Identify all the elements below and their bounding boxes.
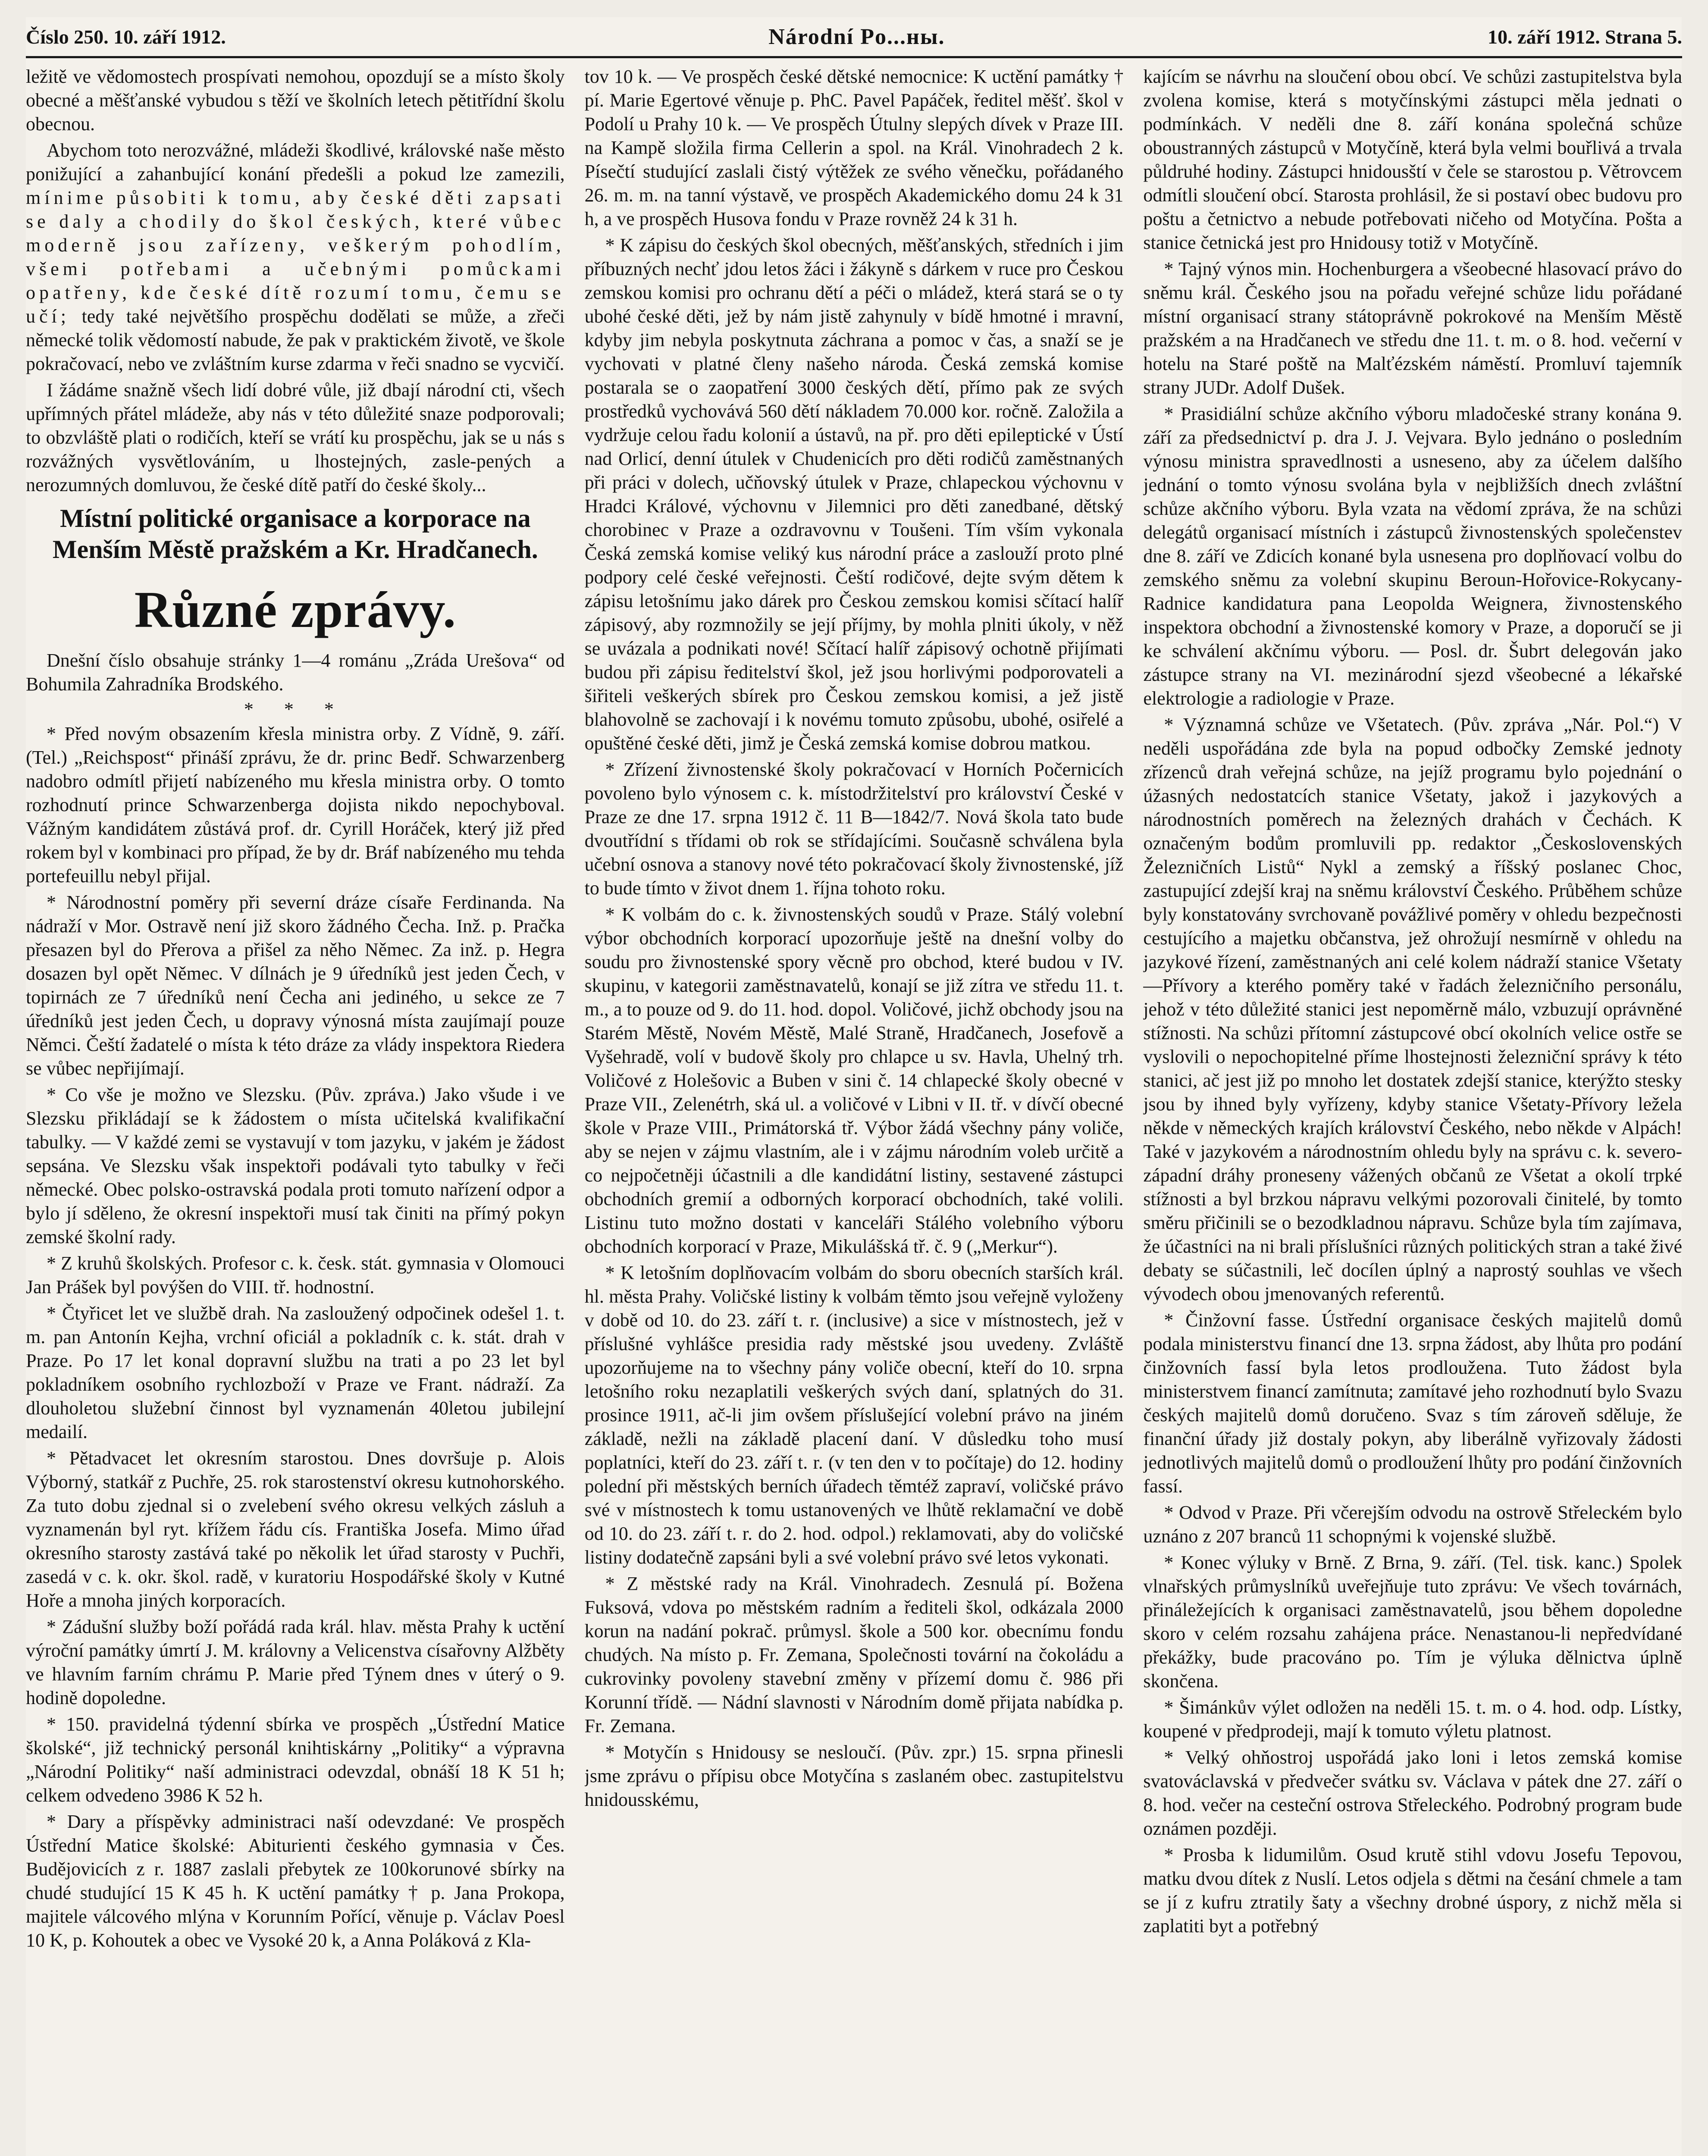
notice-signature: Místní politické organisace a korporace na Menším Městě pražském a Kr. Hradčanech.: [52, 504, 538, 564]
paragraph: Dnešní číslo obsahuje stránky 1—4 románu „Zráda Urešova“ od Bohumila Zahradníka Brodského.: [26, 650, 565, 695]
news-item: * Zřízení živnostenské školy pokračovací v Horních Počernicích povoleno bylo výnosem c. k. místodržitelství pro království České v Praze ze dne 17. srpna 1912 č. 11 B—1842/7. Nová škola tato bude dvoutřídní s třídami ob rok se střídajícími. Současně schválena byla učební osnova a stanovy nové této pokračovací školy živnostenské, jíž to bude tímto v život dnem 1. října tohoto roku.: [584, 759, 1124, 899]
column-1: [26, 65, 565, 2156]
issue-info: Číslo 250. 10. září 1912.: [26, 25, 226, 48]
news-item: * Odvod v Praze. Při včerejším odvodu na ostrově Střeleckém bylo uznáno z 207 branců 11 schopnými k vojenské službě.: [1143, 1502, 1682, 1547]
news-item: * Z městské rady na Král. Vinohradech. Zesnulá pí. Božena Fuksová, vdova po městském radním a řediteli škol, odkázala 2000 korun na nadání pokrač. průmysl. škole a 500 kor. obecnímu fondu chudých. Na místo p. Fr. Zemana, Společnosti tovární na čokoládu a cukrovinky povoleny stavební změny v přízemí domu č. 986 při Korunní třídě. — Nádní slavnosti v Národním domě přijata nabídka p. Fr. Zemana.: [584, 1573, 1124, 1736]
paragraph: Abychom toto nerozvážné, mládeži škodlivé, královské naše město ponižující a zahanbující konání předešli a pokud lze zamezili, mínime působiti k tomu, aby české děti zapsati se daly a chodily do škol českých, které vůbec moderně jsou zařízeny, veškerým pohodlím, všemi potřebami a učebnými pomůckami opatřeny, kde české dítě rozumí tomu, čemu se učí; tedy také největšího prospěchu dodělati se může, a zřeči německé tolik vědomostí nabude, že pak v praktickém životě, ve škole pokračovací, nebo ve zvláštním kurse zdarma v řeči snadno se vycvičí.: [26, 140, 565, 374]
paragraph: kajícím se návrhu na sloučení obou obcí. Ve schůzi zastupitelstva byla zvolena komise, která s motyčínskými zástupci měla jednati o podmínkách. V neděli dne 8. září konána společná schůze oboustranných zástupců v Motyčíně, která byla velmi bouřlivá a trvala půldruhé hodiny. Zástupci hnidousští v čele se starostou p. Větrovcem odmítli sloučení obcí. Starosta prohlásil, že si postaví obec budovu pro poštu a četnictvo a nebude potřebovati ničeho od Motyčína. Pošta a stanice četnická jest pro Hnidousy totiž v Motyčíně.: [1143, 66, 1682, 253]
news-item: * K zápisu do českých škol obecných, měšťanských, středních i jim příbuzných nechť jdou letos žáci i žákyně s dárkem v ruce pro Českou zemskou komisi pro ochranu dětí a péči o mládež, která stará se o ty ubohé české děti, jež by nám jistě zahynuly v bídě hmotné i mravní, kdyby jim nebyla poskytnuta záchrana a pomoc v čas, a snaží se je vychovati v platné členy našeho národa. Česká zemská komise postarala se o zaopatření 3000 českých dětí, přímo pak ze svých prostředků vychovává 560 dětí nákladem 70.000 kor. ročně. Založila a vydržuje celou řadu kolonií a ústavů, na př. pro děti epileptické v Ústí nad Orlicí, denní útulek v Chudenicích pro děti rodičů zaměstnaných při práci v dolech, učňovský útulek v Praze, chlapeckou výchovnu v Hradci Králové, výchovnu v Jilemnici pro děti zanedbané, dětský chorobinec v Praze a ozdravovnu v Toušeni. Tím vším vykonala Česká zemská komise veliký kus národní práce a zaslouží proto plné podpory celé české veřejnosti. Čeští rodičové, dejte svým dětem k zápisu letošnímu jako dárek pro Českou zemskou komisi sčítací halíř zápisový, aby rozmnožily se její příjmy, by mohla plniti úkoly, v něž se uvázala a podnikati nové! Sčítací halíř zápisový ochotně přijímati budou při zápisu ředitelství škol, jež jsou horlivými podporovateli a šiřiteli veškerých sbírek pro Českou zemskou komisi, a jež jistě blahovolně se zachovají i k novému tomuto způsobu, ubohé, osiřelé a opuštěné české děti, jimž je Česká zemská komise dobrou matkou.: [584, 235, 1124, 754]
news-item: * Před novým obsazením křesla ministra orby. Z Vídně, 9. září. (Tel.) „Reichspost“ přináší zprávu, že dr. princ Bedř. Schwarzenberg nadobro odmítl přijetí nabízeného mu křesla ministra orby. O tomto rozhodnutí prince Schwarzenberga dojista nikdo nepochyboval. Vážným kandidátem zůstává prof. dr. Cyrill Horáček, který již před rokem byl v kombinaci pro případ, že by dr. Bráf nabízeného mu tehda portefeuillu nebyl přijal.: [26, 723, 565, 887]
news-item: * Konec výluky v Brně. Z Brna, 9. září. (Tel. tisk. kanc.) Spolek vlnařských průmyslníků uveřejňuje tuto zprávu: Ve všech továrnách, přináležejících k organisaci zaměstnavatelů, jsou během dopoledne skoro v celém rozsahu zahájena práce. Nenastanou-li nepředvídané překážky, bude pracováno po. Tím je výluka dělnictva úplně skončena.: [1143, 1552, 1682, 1692]
masthead: Národní Po...ны.: [768, 24, 945, 49]
news-item: * Prosba k lidumilům. Osud krutě stihl vdovu Josefu Tepovou, matku dvou dítek z Nuslí. Letos odjela s dětmi na česání chmele a tam se jí z kufru ztratily šaty a všechny drobné úspory, z nichž měla si zaplatiti byt a potřebný: [1143, 1844, 1682, 1937]
column-2: [585, 65, 1124, 2156]
news-item: * Národnostní poměry při severní dráze císaře Ferdinanda. Na nádraží v Mor. Ostravě není již skoro žádného Čecha. Inž. p. Pračka přesazen byl do Přerova a přišel za něho Němec. Za inž. p. Hegra dosazen byl opět Němec. V dílnách je 9 úředníků jest jeden Čech, v topirnách ze 7 úředníků není Čecha ani jediného, u sekce ze 7 úředníků jest jeden Čech, u dopravy výnosná místa zaujímají pouze Němci. Čeští žadatelé o místa k této dráze za vlády inspektora Riedera se vůbec nepřijímají.: [26, 892, 565, 1079]
section-title: Různé zprávy.: [134, 581, 456, 638]
news-item: * Pětadvacet let okresním starostou. Dnes dovršuje p. Alois Výborný, statkář z Puchře, 25. rok starostenství okresu kutnohorského. Za tuto dobu zjednal si o zvelebení svého okresu velkých zásluh a vyznamenán byl ryt. křížem řádu cís. Františka Josefa. Mimo úřad okresního starosty zastává také po několik let úřad starosty v Puchři, zasedá v c. k. okr. škol. radě, v kuratoriu Hospodářské školy v Kutné Hoře a mnoha jiných korporacích.: [26, 1448, 565, 1611]
page-header: [26, 17, 1682, 56]
news-item: * Motyčín s Hnidousy se nesloučí. (Pův. zpr.) 15. srpna přinesli jsme zprávu o přípisu obce Motyčína s zaslaném obec. zastupitelstvu hnidousskému,: [584, 1742, 1124, 1810]
header-rule: [26, 56, 1682, 58]
paragraph: tov 10 k. — Ve prospěch české dětské nemocnice: K uctění památky † pí. Marie Egertové věnuje p. PhC. Pavel Papáček, ředitel měšť. škol v Podolí u Prahy 10 k. — Ve prospěch Útulny slepých dívek v Praze III. na Kampě složila firma Cellerin a spol. na Král. Vinohradech 2 k. Písečtí studující zaslali čistý výtěžek ze svého věnečku, pořádaného 26. m. m. na tanní výstavě, ve prospěch Akademického domu 24 k 31 h, a ve prospěch Husova fondu v Praze rovněž 24 k 31 h.: [584, 66, 1124, 229]
news-item: * K volbám do c. k. živnostenských soudů v Praze. Stálý volební výbor obchodních korporací upozorňuje ještě na dnešní volby do soudu pro živnostenské spory věcně pro obchod, které budou v IV. skupinu, v kategorii zaměstnavatelů, konají se již zítra ve středu 11. t. m., a to pouze od 9. do 11. hod. dopol. Voličové, jichž obchody jsou na Starém Městě, Novém Městě, Malé Straně, Hradčanech, Josefově a Vyšehradě, volí v budově školy pro chlapce u sv. Havla, Uhelný trh. Voličové z Holešovic a Buben v sini č. 14 chlapecké školy obecné v Praze VII., Zelenétrh, ská ul. a voličové v Libni v II. tř. v dívčí obecné škole v Praze VIII., Primátorská tř. Výbor žádá všechny pány voliče, aby se nejen v zájmu vlastním, ale i v zájmu národním voleb určitě a co nejpočetněji účastnili a dle kandidátní listiny, sestavené zástupci obchodních gremií a odborných korporací obchodních, také volili. Listinu tuto možno dostati v kanceláři Stálého volebního výboru obchodních korporací v Praze, Mikulášská tř. č. 9 („Merkur“).: [584, 904, 1124, 1257]
news-item: * Co vše je možno ve Slezsku. (Pův. zpráva.) Jako všude i ve Slezsku přikládají se k žádostem o místa učitelská kvalifikační tabulky. — V každé zemi se vystavují v tom jazyku, v jakém je žádost sepsána. Ve Slezsku však inspektoři podávali tyto tabulky v řeči německé. Obec polsko-ostravská podala proti tomuto nařízení odpor a bylo jí sděleno, že okresní inspektoři musí tak činiti na přímý pokyn zemské školní rady.: [26, 1084, 565, 1247]
news-item: * Významná schůze ve Všetatech. (Pův. zpráva „Nár. Pol.“) V neděli uspořádána zde byla na popud odbočky Zemské jednoty zřízenců drah veřejná schůze, na jejíž programu bylo pojednání o úžasných nedostatcích stanice Všetaty, jakož i jazykových a národnostních poměrech na železných drahách v Čechách. K označeným bodům promluvili pp. redaktor „Československých Železničních Listů“ Nykl a zemský a říšský poslanec Choc, zastupující zdejší kraj na sněmu království Českého. Průběhem schůze byly konstatovány svrchovaně povážlivé poměry v ohledu bezpečnosti cestujícího a majetku občanstva, jež ohrožují nesmírně v ohledu na jazykové řízení, zaměstnaných ani celé kolem nádraží stanice Všetaty—Přívory a kterého poměry také v řadách železničního personálu, jehož v této důležité stanici jest nepoměrně málo, vzbuzují oprávněné stížnosti. Na schůzi přítomní zástupcové obcí okolních velice ostře se vyslovili o nepochopitelné příme lhostejnosti železniční správy k této stanici, ač jest již po mnoho let dostatek zdejší stanice, kterýžto stesky jsou by ihned byly vyřízeny, kdyby stanice Všetaty-Přívory ležela někde v německých krajích království Českého, nebo někde v Alpách! Také v jazykovém a národnostním ohledu byly na správu c. k. severo-západní dráhy proneseny vážených občanů ze Všetat a okolí trpké stížnosti a byl brzkou nápravu velkými pozorovali činitelé, by tomto směru přičinili se o bezodkladnou nápravu. Schůze byla tím zajímava, že účastníci na ni brali příslušníci různých politických stran a také živé debaty se súčastnili, leč docílen úplný a naprostý souhlas ve všech vývodech obou jmenovaných referentů.: [1143, 714, 1682, 1304]
news-item: * Prasidiální schůze akčního výboru mladočeské strany konána 9. září za předsednictví p. dra J. J. Vejvara. Bylo jednáno o posledním výnosu ministra spravedlnosti a usneseno, aby za účelem dalšího jednání o tomto výnosu svolána byla v nejbližších dnech zvláštní schůze akčního výboru. Byla vzata na vědomí zpráva, že na schůzi delegátů organisací místních i zástupců živnostenských společenstev dne 8. září ve Zdicích konané byla usnesena pro doplňovací volbu do zemského sněmu za volební skupinu Beroun-Hořovice-Rokycany-Radnice kandidatura pana Leopolda Weignera, živnostenského inspektora obchodní a živnostenské komory v Praze, a doporučí se ji ke schválení akčnímu výboru. — Posl. dr. Šubrt delegován jako zástupce strany na VI. mezinárodní sjezd všeobecné a lékařské elektrologie a radiologie v Praze.: [1143, 403, 1682, 709]
separator-stars: * * *: [244, 699, 347, 720]
news-item: * Tajný výnos min. Hochenburgera a všeobecné hlasovací právo do sněmu král. Českého jsou na pořadu veřejné schůze lidu pořádané místní organisací strany státoprávně pokrokové na Menším Městě pražském a na Hradčanech ve středu dne 11. t. m. o 8. hod. večerní v hotelu na Staré poště na Malťézském náměstí. Promluví tajemník strany JUDr. Adolf Dušek.: [1143, 258, 1682, 398]
news-item: * Šimánkův výlet odložen na neděli 15. t. m. o 4. hod. odp. Lístky, koupené v předprodeji, mají k tomuto výletu platnost.: [1143, 1697, 1682, 1742]
paragraph: ležitě ve vědomostech prospívati nemohou, opozdují se a místo školy obecné a měšťanské vybudou s těží ve školních letech pětitřídní školu obecnou.: [26, 66, 565, 135]
news-item: * Dary a příspěvky administraci naší odevzdané: Ve prospěch Ústřední Matice školské: Abiturienti českého gymnasia v Čes. Budějovicích z r. 1887 zaslali přebytek ze 100korunové sbírky na chudé studující 15 K 45 h. K uctění památky † p. Jana Prokopa, majitele válcového mlýna v Korunním Pořící, věnuje p. Václav Poesl 10 K, p. Kohoutek a obec ve Vysoké 20 k, a Anna Poláková z Kla-: [26, 1811, 565, 1951]
paragraph: I žádáme snažně všech lidí dobré vůle, již dbají národní cti, všech upřímných přátel mládeže, aby nás v této důležité snaze podporovali; to obzvláště plati o rodičích, kteří se vrátí ku prospěchu, jak se u nás s rozvážných vysvětlováním, u lhostejných, zasle-pených a nerozumných domluvou, že české dítě patří do české školy...: [26, 379, 565, 495]
article-columns: [26, 65, 1682, 2156]
news-item: * Zádušní služby boží pořádá rada král. hlav. města Prahy k uctění výroční památky úmrtí J. M. královny a Velicenstva císařovny Alžběty ve hlavním farním chrámu P. Marie před Týnem dnes v úterý o 9. hodině dopoledne.: [26, 1616, 565, 1708]
news-item: * Z kruhů školských. Profesor c. k. česk. stát. gymnasia v Olomouci Jan Prášek byl povýšen do VIII. tř. hodnostní.: [26, 1253, 565, 1297]
news-item: * Velký ohňostroj uspořádá jako loni i letos zemská komise svatováclavská v předvečer svátku sv. Václava v pátek dne 27. září o 8. hod. večer na cesteční ostrova Střeleckého. Podrobný program bude oznámen později.: [1143, 1747, 1682, 1839]
news-item: * Činžovní fasse. Ústřední organisace českých majitelů domů podala ministerstvu financí dne 13. srpna žádost, aby lhůta pro podání činžovních fassí byla letos prodloužena. Tuto žádost byla ministerstvem financí zamítnuta; zamítavé jeho rozhodnutí bylo Svazu českých majitelů domů doručeno. Svaz s tím zároveň sděluje, že finanční úřady již dostaly pokyn, aby liberálně vyřizovaly žádosti jednotlivých majitelů domů o prodloužení lhůty pro podání činžovních fassí.: [1143, 1310, 1682, 1497]
page-number: 10. září 1912. Strana 5.: [1487, 25, 1682, 48]
news-item: * Čtyřicet let ve službě drah. Na zasloužený odpočinek odešel 1. t. m. pan Antonín Kejha, vrchní oficiál a pokladník c. k. stát. drah v Praze. Po 17 let konal dopravní službu na trati a po 23 let byl pokladníkem osobního rychlozboží v Praze ve Frant. nádraží. Za dlouholetou služební činnost byl vyznamenán 40letou jubilejní medailí.: [26, 1303, 565, 1442]
news-item: * 150. pravidelná týdenní sbírka ve prospěch „Ústřední Matice školské“, již technický personál knihtiskárny „Politiky“ a výpravna „Národní Politiky“ naší administraci odevzdal, obnáší 18 K 51 h; celkem odvedeno 3986 K 52 h.: [26, 1714, 565, 1806]
column-3: [1143, 65, 1682, 2156]
news-item: * K letošním doplňovacím volbám do sboru obecních starších král. hl. města Prahy. Voličské listiny k volbám těmto jsou veřejně vyloženy v době od 10. do 23. září t. r. (inclusive) a sice v místnostech, jež v příslušné vyhlášce presidia rady městské jsou uvedeny. Zvláště upozorňujeme na to všechny pány voliče obecní, kteří do 10. srpna letošního roku nezaplatili veškerých svých daní, splatných do 31. prosince 1911, ač-li jim ovšem příslušející volební právo na jiném základě, nežli na základě placení daní. V důsledku toho musí poplatníci, kteří do 23. září t. r. (v ten den v to počítaje) do 12. hodiny polední při městských berních úřadech těmtéž zapraví, voličské právo své v místnostech k tomu ustanovených ve lhůtě reklamační ve době od 10. do 23. září t. r. do 2. hod. odpol.) reklamovati, aby do voličské listiny dodatečně zapsáni byli a své volební právo své letos vykonati.: [584, 1262, 1124, 1568]
